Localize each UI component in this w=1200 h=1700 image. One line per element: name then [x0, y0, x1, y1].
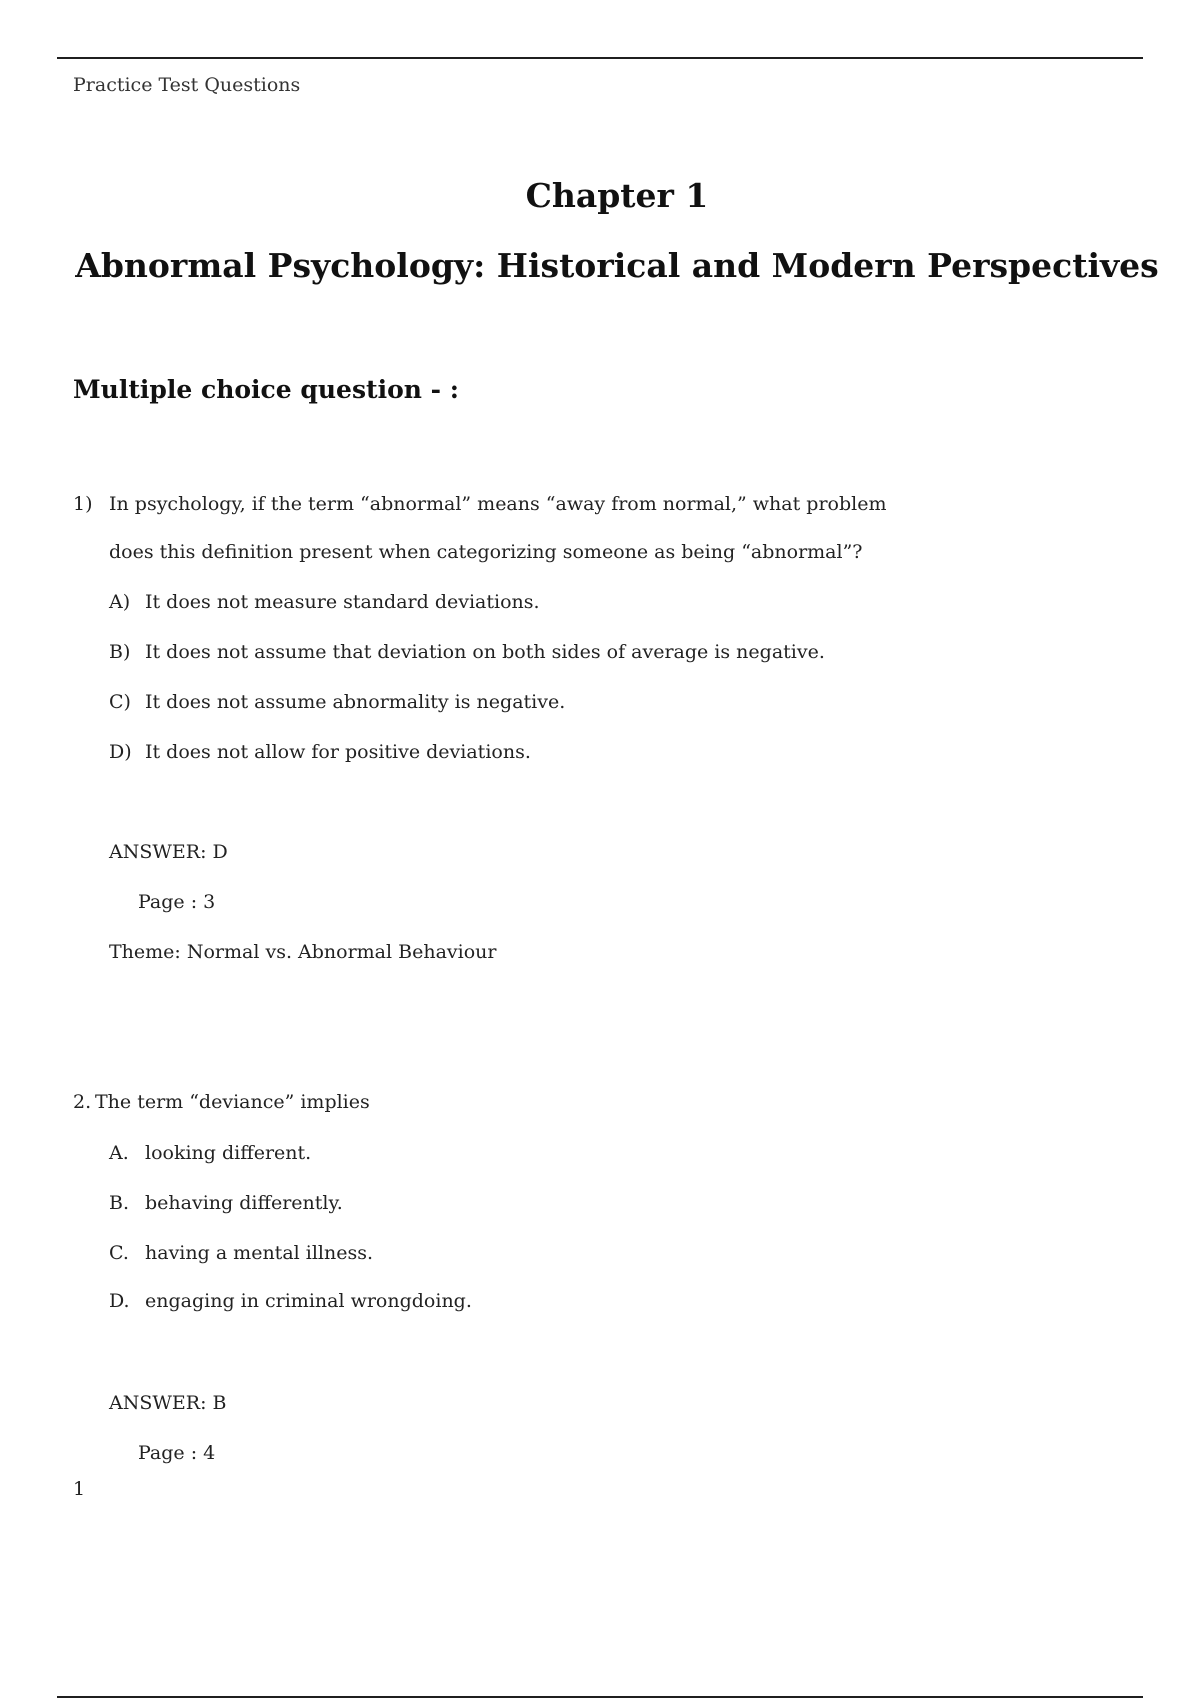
- option-text: It does not assume that deviation on both sides of average is negative.: [145, 641, 825, 663]
- option-text: engaging in criminal wrongdoing.: [145, 1290, 472, 1312]
- option-letter: D): [109, 741, 132, 763]
- option-text: It does not allow for positive deviations.: [145, 741, 531, 763]
- document-title: Abnormal Psychology: Historical and Modern Perspectives: [75, 246, 1159, 285]
- option-letter: B.: [109, 1192, 130, 1214]
- option-text: It does not measure standard deviations.: [145, 591, 540, 613]
- bottom-rule: [57, 1696, 1143, 1698]
- option-text: behaving differently.: [145, 1192, 343, 1214]
- chapter-heading: Chapter 1: [525, 176, 709, 215]
- page-reference: Page : 4: [138, 1442, 216, 1464]
- running-header: Practice Test Questions: [73, 74, 301, 96]
- page-reference: Page : 3: [138, 891, 216, 913]
- theme-line: Theme: Normal vs. Abnormal Behaviour: [109, 941, 497, 963]
- question-stem-line: The term “deviance” implies: [95, 1091, 370, 1113]
- option-letter: A.: [109, 1142, 129, 1164]
- option-text: It does not assume abnormality is negative.: [145, 691, 566, 713]
- option-letter: A): [109, 591, 131, 613]
- answer-line: ANSWER: D: [109, 841, 228, 863]
- question-number: 2.: [73, 1091, 92, 1113]
- answer-line: ANSWER: B: [109, 1392, 227, 1414]
- section-heading: Multiple choice question - :: [73, 375, 459, 404]
- option-letter: D.: [109, 1290, 130, 1312]
- question-stem-line: does this definition present when categorizing someone as being “abnormal”?: [109, 541, 863, 563]
- question-number: 1): [73, 493, 93, 515]
- question-stem-line: In psychology, if the term “abnormal” means “away from normal,” what problem: [109, 493, 887, 515]
- option-letter: C.: [109, 1242, 129, 1264]
- option-letter: C): [109, 691, 131, 713]
- option-letter: B): [109, 641, 131, 663]
- page-number: 1: [73, 1478, 86, 1500]
- option-text: having a mental illness.: [145, 1242, 374, 1264]
- top-rule: [57, 57, 1143, 59]
- option-text: looking different.: [145, 1142, 312, 1164]
